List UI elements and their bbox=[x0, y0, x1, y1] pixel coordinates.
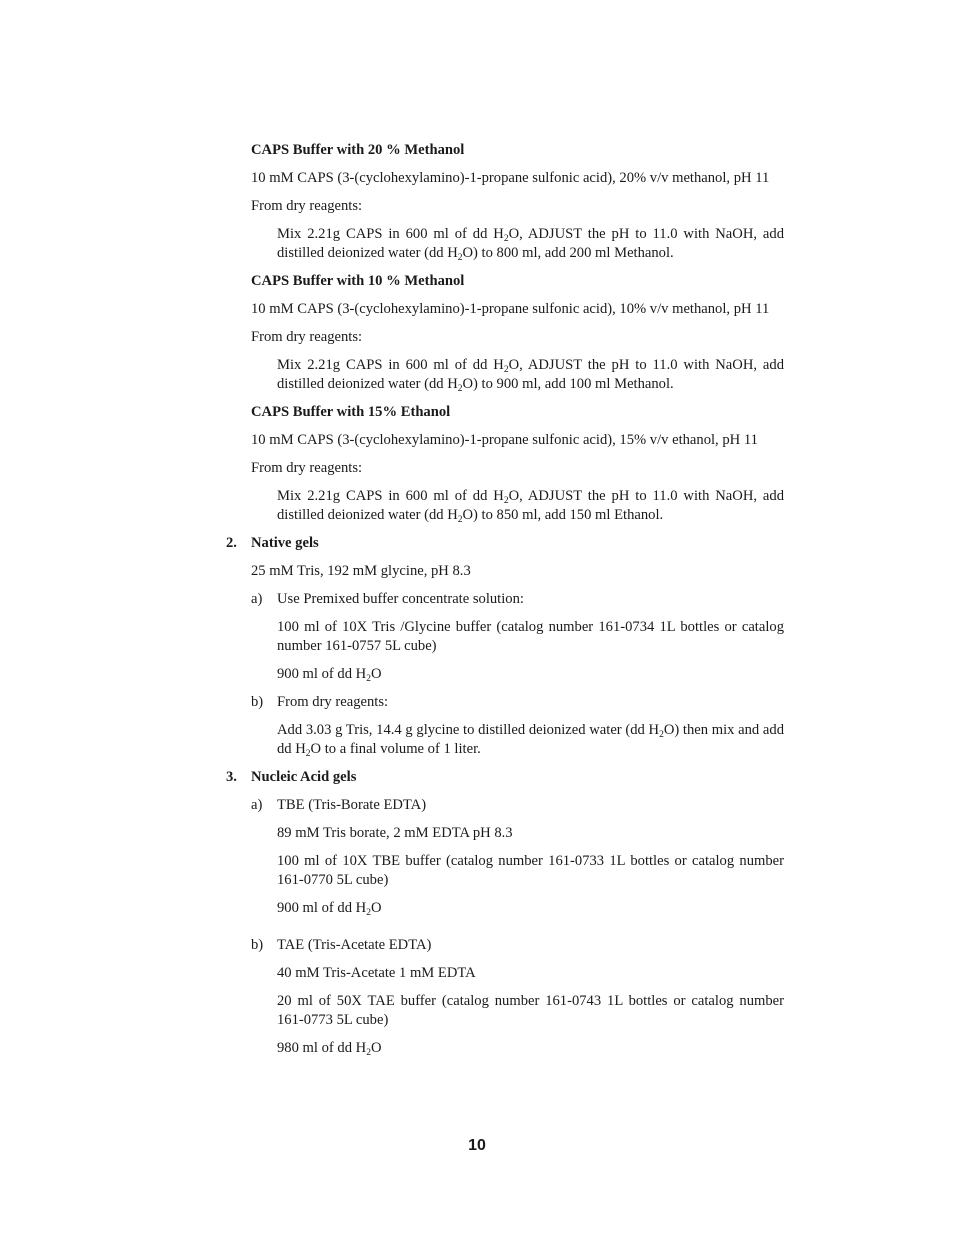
native-section-number: 2. bbox=[226, 535, 237, 551]
page-number: 10 bbox=[468, 1137, 486, 1154]
native-item-b-body: Add 3.03 g Tris, 14.4 g glycine to distilled deionized water (dd $H_2O$) then mix and add dd $H_2O$ to a final volume of 1 liter. bbox=[277, 722, 784, 759]
nucleic-item-b-label: b) bbox=[251, 937, 264, 953]
caps20-mix-instructions: Mix 2.21g CAPS in 600 ml of dd $H_2O$, ADJUST the pH to 11.0 with NaOH, add distilled deionized water (dd $H_2O$) to 800 ml, add 200 ml Methanol. bbox=[277, 226, 784, 263]
native-heading: Native gels bbox=[251, 535, 319, 551]
nucleic-heading: Nucleic Acid gels bbox=[251, 769, 357, 785]
caps20-description: 10 mM CAPS (3-(cyclohexylamino)-1-propane sulfonic acid), 20% v/v methanol, pH 11 bbox=[251, 170, 770, 186]
caps10-mix-instructions: Mix 2.21g CAPS in 600 ml of dd $H_2O$, ADJUST the pH to 11.0 with NaOH, add distilled deionized water (dd $H_2O$) to 900 ml, add 100 ml Methanol. bbox=[277, 357, 784, 394]
nucleic-item-a-description: 89 mM Tris borate, 2 mM EDTA pH 8.3 bbox=[277, 825, 513, 841]
nucleic-item-a-water: 900 ml of dd $H_2O$ bbox=[277, 900, 382, 918]
caps15-description: 10 mM CAPS (3-(cyclohexylamino)-1-propane sulfonic acid), 15% v/v ethanol, pH 11 bbox=[251, 432, 758, 448]
native-item-a-water: 900 ml of dd $H_2O$ bbox=[277, 666, 382, 684]
caps15-from-dry: From dry reagents: bbox=[251, 460, 363, 476]
caps10-heading: CAPS Buffer with 10 % Methanol bbox=[251, 273, 465, 289]
nucleic-item-b-title: TAE (Tris-Acetate EDTA) bbox=[277, 937, 432, 953]
caps10-description: 10 mM CAPS (3-(cyclohexylamino)-1-propane sulfonic acid), 10% v/v methanol, pH 11 bbox=[251, 301, 770, 317]
native-item-a-body: 100 ml of 10X Tris /Glycine buffer (catalog number 161-0734 1L bottles or catalog number 161-0757 5L cube) bbox=[277, 619, 784, 654]
caps15-heading: CAPS Buffer with 15% Ethanol bbox=[251, 404, 451, 420]
nucleic-item-b-water: 980 ml of dd $H_2O$ bbox=[277, 1040, 382, 1058]
caps10-from-dry: From dry reagents: bbox=[251, 329, 363, 345]
nucleic-item-b-body: 20 ml of 50X TAE buffer (catalog number 161-0743 1L bottles or catalog number 161-0773 5L cube) bbox=[277, 993, 784, 1028]
nucleic-item-b-description: 40 mM Tris-Acetate 1 mM EDTA bbox=[277, 965, 476, 981]
nucleic-item-a-body: 100 ml of 10X TBE buffer (catalog number 161-0733 1L bottles or catalog number 161-0770 5L cube) bbox=[277, 853, 784, 888]
caps20-heading: CAPS Buffer with 20 % Methanol bbox=[251, 142, 465, 158]
native-item-a-title: Use Premixed buffer concentrate solution: bbox=[277, 591, 524, 607]
native-item-a-label: a) bbox=[251, 591, 263, 607]
nucleic-item-a-title: TBE (Tris-Borate EDTA) bbox=[277, 797, 427, 813]
caps15-mix-instructions: Mix 2.21g CAPS in 600 ml of dd $H_2O$, ADJUST the pH to 11.0 with NaOH, add distilled deionized water (dd $H_2O$) to 850 ml, add 150 ml Ethanol. bbox=[277, 488, 784, 525]
nucleic-section-number: 3. bbox=[226, 769, 237, 785]
nucleic-item-a-label: a) bbox=[251, 797, 263, 813]
caps20-from-dry: From dry reagents: bbox=[251, 198, 363, 214]
native-description: 25 mM Tris, 192 mM glycine, pH 8.3 bbox=[251, 563, 471, 579]
native-item-b-label: b) bbox=[251, 694, 264, 710]
native-item-b-title: From dry reagents: bbox=[277, 694, 389, 710]
